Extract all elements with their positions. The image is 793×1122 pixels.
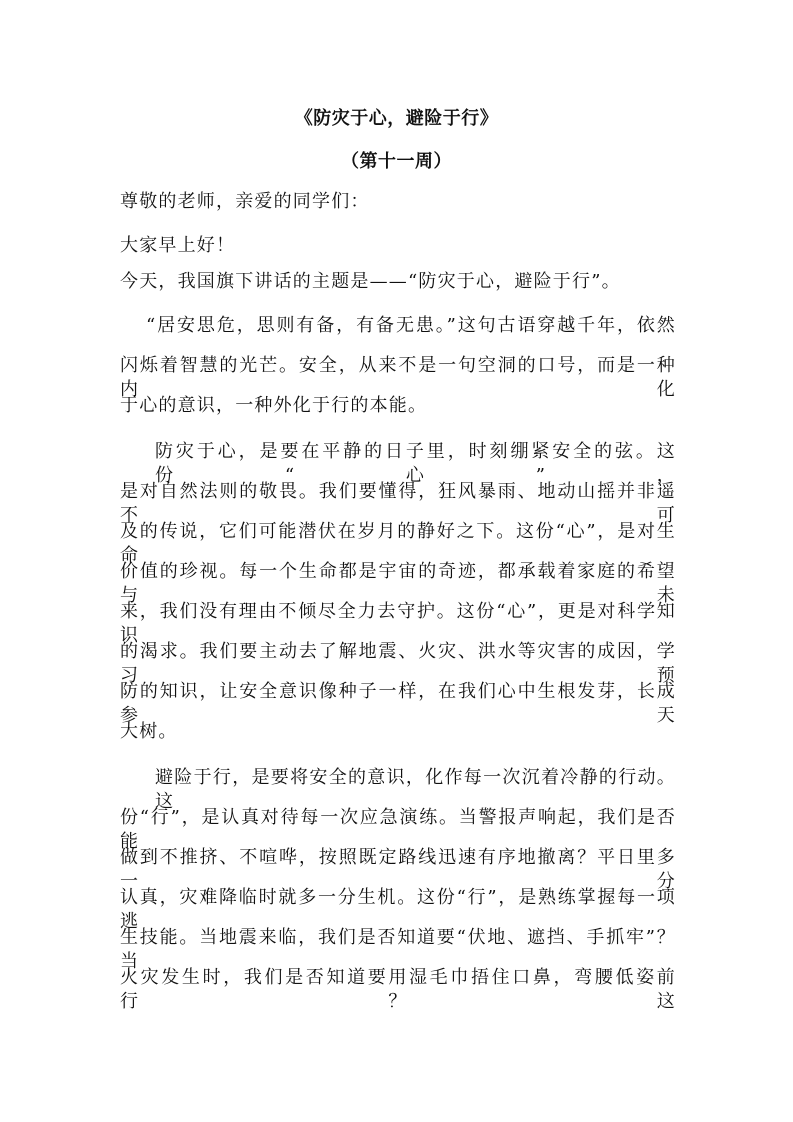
greeting-line: 大家早上好！ — [120, 235, 236, 256]
paragraph-line: “居安思危，思则有备，有备无患。”这句古语穿越千年，依然 — [146, 315, 676, 336]
document-subtitle: （第十一周） — [341, 151, 452, 172]
paragraph-line: 是对自然法则的敬畏。我们要懂得，狂风暴雨、地动山摇并非遥不可 — [120, 481, 676, 526]
paragraph-line: 认真，灾难降临时就多一分生机。这份“行”，是熟练掌握每一项逃 — [120, 887, 676, 932]
paragraph-line: 价值的珍视。每一个生命都是宇宙的奇迹，都承载着家庭的希望与未 — [120, 561, 676, 606]
paragraph-line: 生技能。当地震来临，我们是否知道要“伏地、遮挡、手抓牢”？当 — [120, 927, 676, 972]
paragraph-line: 来，我们没有理由不倾尽全力去守护。这份“心”，更是对科学知识 — [120, 601, 676, 646]
salutation-line: 尊敬的老师，亲爱的同学们： — [120, 191, 370, 212]
paragraph-line: 大树。 — [120, 721, 178, 742]
paragraph-line: 防灾于心，是要在平静的日子里，时刻绷紧安全的弦。这份“心”， — [155, 441, 676, 486]
paragraph-line: 份“行”，是认真对待每一次应急演练。当警报声响起，我们是否能 — [120, 807, 676, 852]
paragraph-line: 的渴求。我们要主动去了解地震、火灾、洪水等灾害的成因，学习预 — [120, 641, 676, 686]
paragraph-line: 火灾发生时，我们是否知道要用湿毛巾捂住口鼻，弯腰低姿前行？这 — [120, 967, 676, 1012]
paragraph-line: 防的知识，让安全意识像种子一样，在我们心中生根发芽，长成参天 — [120, 681, 676, 726]
paragraph-line: 做到不推挤、不喧哗，按照既定路线迅速有序地撤离？平日里多一分 — [120, 847, 676, 892]
document-title: 《防灾于心，避险于行》 — [294, 108, 499, 129]
paragraph-line: 避险于行，是要将安全的意识，化作每一次沉着冷静的行动。这 — [155, 767, 676, 812]
paragraph-line: 及的传说，它们可能潜伏在岁月的静好之下。这份“心”，是对生命 — [120, 521, 676, 566]
paragraph-line: 闪烁着智慧的光芒。安全，从来不是一句空洞的口号，而是一种内化 — [120, 355, 676, 400]
topic-line: 今天，我国旗下讲话的主题是——“防灾于心，避险于行”。 — [120, 271, 621, 292]
paragraph-line: 于心的意识，一种外化于行的本能。 — [120, 395, 428, 416]
